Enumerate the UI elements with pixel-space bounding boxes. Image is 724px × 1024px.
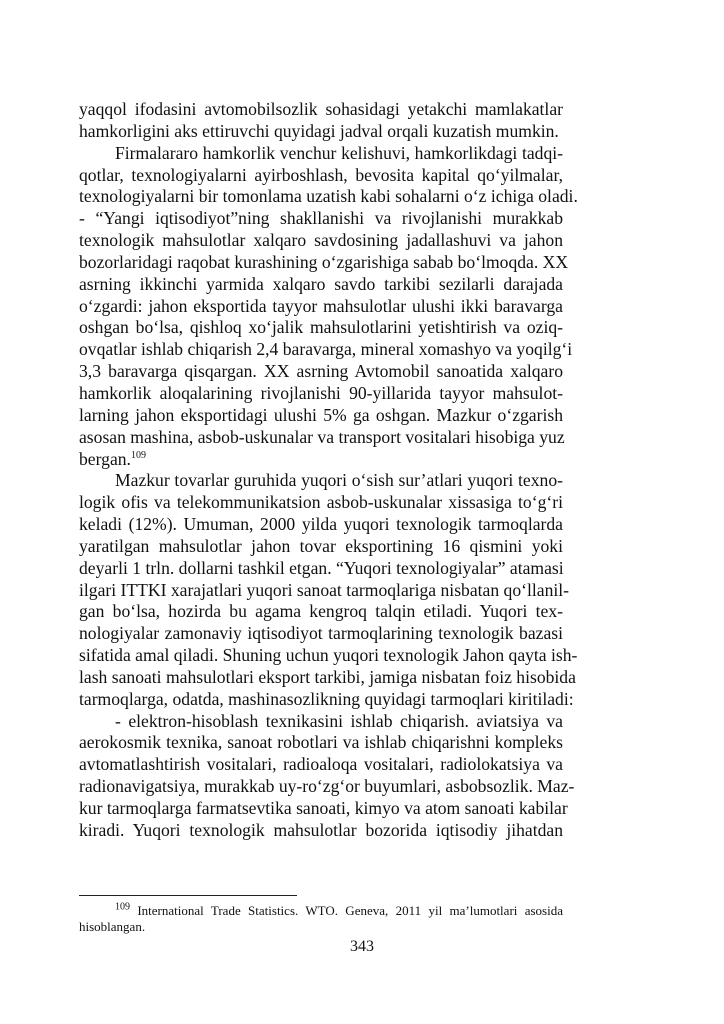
line-text: tarmoqlarga, odatda, mashinasozlikning quyidagi tarmoqlari kiritiladi: bbox=[79, 688, 574, 709]
line-text: asosan mashina, asbob-uskunalar va transport vositalari hisobiga yuz bbox=[79, 426, 565, 447]
text-line bbox=[79, 296, 563, 318]
text-line bbox=[79, 274, 563, 296]
text-line bbox=[79, 645, 578, 667]
line-text: o‘zgardi: jahon eksportida tayyor mahsulotlar ulushi ikki baravarga bbox=[79, 295, 563, 316]
footnote bbox=[79, 903, 563, 935]
text-line bbox=[79, 492, 563, 514]
text-line bbox=[79, 732, 563, 754]
line-text: keladi (12%). Umuman, 2000 yilda yuqori texnologik tarmoqlarda bbox=[79, 514, 563, 535]
footnote-reference[interactable]: 109 bbox=[130, 449, 146, 461]
line-text: - elektron-hisoblash texnikasini ishlab chiqarish. aviatsiya va bbox=[115, 710, 563, 731]
text-line bbox=[79, 165, 563, 187]
line-text: bergan. bbox=[79, 448, 131, 469]
footnote-line-2: hisoblangan. bbox=[79, 919, 146, 934]
line-text: yaratilgan mahsulotlar jahon tovar eksportining 16 qismini yoki bbox=[79, 535, 563, 556]
line-text: gan bo‘lsa, hozirda bu agama kengroq talqin etiladi. Yuqori tex- bbox=[79, 601, 563, 622]
text-line bbox=[79, 514, 563, 536]
text-line bbox=[79, 427, 563, 449]
line-text: yaqqol ifodasini avtomobilsozlik sohasidagi yetakchi mamlakatlar bbox=[79, 99, 563, 119]
paragraph bbox=[79, 470, 578, 710]
footnote-number: 109 bbox=[115, 901, 130, 913]
line-text: lash sanoati mahsulotlari eksport tarkibi, jamiga nisbatan foiz hisobida bbox=[79, 666, 576, 687]
text-line bbox=[79, 623, 563, 645]
line-text: qotlar, texnologiyalarni ayirboshlash, bevosita kapital qo‘yilmalar, bbox=[79, 164, 563, 185]
line-text: hamkorlik aloqalarining rivojlanishi 90-yillarida tayyor mahsulot- bbox=[79, 382, 563, 403]
line-text: radionavigatsiya, murakkab uy-ro‘zg‘or buyumlari, asbobsozlik. Maz- bbox=[79, 776, 575, 797]
line-text: texnologiyalarni bir tomonlama uzatish kabi sohalarni o‘z ichiga oladi. bbox=[79, 186, 578, 207]
paragraph bbox=[79, 99, 563, 143]
line-text: hamkorligini aks ettiruvchi quyidagi jadval orqali kuzatish mumkin. bbox=[79, 120, 559, 141]
text-line bbox=[79, 143, 563, 165]
line-text: - “Yangi iqtisodiyot”ning shakllanishi va rivojlanishi murakkab bbox=[79, 208, 563, 229]
line-text: ovqatlar ishlab chiqarish 2,4 baravarga, mineral xomashyo va yoqilg‘i bbox=[79, 339, 573, 360]
text-line bbox=[79, 688, 574, 711]
footnote-text: International Trade Statistics. WTO. Geneva, 2011 yil ma’lumotlari asosida bbox=[137, 903, 563, 918]
page-number: 343 bbox=[350, 938, 374, 955]
line-text: texnologik mahsulotlar xalqaro savdosining jadallashuvi va jahon bbox=[79, 230, 563, 251]
text-line bbox=[79, 383, 563, 405]
body-text bbox=[79, 99, 578, 842]
line-text: larning jahon eksportidagi ulushi 5% ga oshgan. Mazkur o‘zgarish bbox=[79, 404, 563, 425]
text-line bbox=[79, 251, 569, 274]
line-text: oshgan bo‘lsa, qishloq xo‘jalik mahsulotlarini yetishtirish va oziq- bbox=[79, 317, 563, 338]
text-line bbox=[79, 776, 575, 798]
line-text: bozorlaridagi raqobat kurashining o‘zgarishiga sabab bo‘lmoqda. XX bbox=[79, 251, 569, 272]
text-line bbox=[79, 754, 563, 776]
text-line bbox=[79, 470, 563, 492]
text-line bbox=[79, 666, 576, 689]
line-text: asrning ikkinchi yarmida xalqaro savdo tarkibi sezilarli darajada bbox=[79, 273, 563, 294]
line-text: kiradi. Yuqori texnologik mahsulotlar bozorida iqtisodiy jihatdan bbox=[79, 819, 563, 840]
line-text: nologiyalar zamonaviy iqtisodiyot tarmoqlarining texnologik bazasi bbox=[79, 623, 563, 644]
text-line bbox=[79, 820, 563, 842]
text-line bbox=[79, 798, 568, 820]
footnote-line-1 bbox=[79, 903, 563, 919]
paragraph bbox=[79, 142, 578, 209]
text-line bbox=[79, 186, 578, 208]
text-line bbox=[79, 405, 563, 427]
text-line bbox=[79, 536, 563, 558]
line-text: 3,3 baravarga qisqargan. XX asrning Avtomobil sanoatida xalqaro bbox=[79, 361, 563, 382]
line-text: Mazkur tovarlar guruhida yuqori o‘sish sur’atlari yuqori texno- bbox=[115, 470, 563, 491]
footnote-divider bbox=[79, 895, 297, 896]
text-line bbox=[79, 208, 563, 230]
paragraph bbox=[79, 710, 575, 842]
text-line bbox=[79, 601, 563, 623]
text-line bbox=[79, 361, 563, 383]
line-text: aerokosmik texnika, sanoat robotlari va ishlab chiqarishni kompleks bbox=[79, 732, 563, 753]
line-text: avtomatlashtirish vositalari, radioaloqa vositalari, radiolokatsiya va bbox=[79, 754, 563, 775]
text-line bbox=[79, 579, 570, 602]
text-line bbox=[79, 711, 563, 733]
line-text: logik ofis va telekommunikatsion asbob-uskunalar xissasiga to‘g‘ri bbox=[79, 492, 563, 513]
line-text: Firmalararo hamkorlik venchur kelishuvi, hamkorlikdagi tadqi- bbox=[115, 142, 563, 163]
line-text: ilgari ITTKI xarajatlari yuqori sanoat tarmoqlariga nisbatan qo‘llanil- bbox=[79, 579, 570, 600]
text-line bbox=[79, 99, 563, 121]
paragraph bbox=[79, 208, 573, 470]
text-line bbox=[79, 449, 563, 471]
text-line bbox=[79, 558, 563, 580]
line-text: sifatida amal qiladi. Shuning uchun yuqori texnologik Jahon qayta ish- bbox=[79, 645, 578, 666]
text-line bbox=[79, 317, 563, 339]
line-text: kur tarmoqlarga farmatsevtika sanoati, kimyo va atom sanoati kabilar bbox=[79, 798, 568, 818]
text-line bbox=[79, 121, 563, 143]
text-line bbox=[79, 230, 563, 252]
line-text: deyarli 1 trln. dollarni tashkil etgan. “Yuqori texnologiyalar” atamasi bbox=[79, 557, 564, 578]
text-line bbox=[79, 339, 573, 361]
